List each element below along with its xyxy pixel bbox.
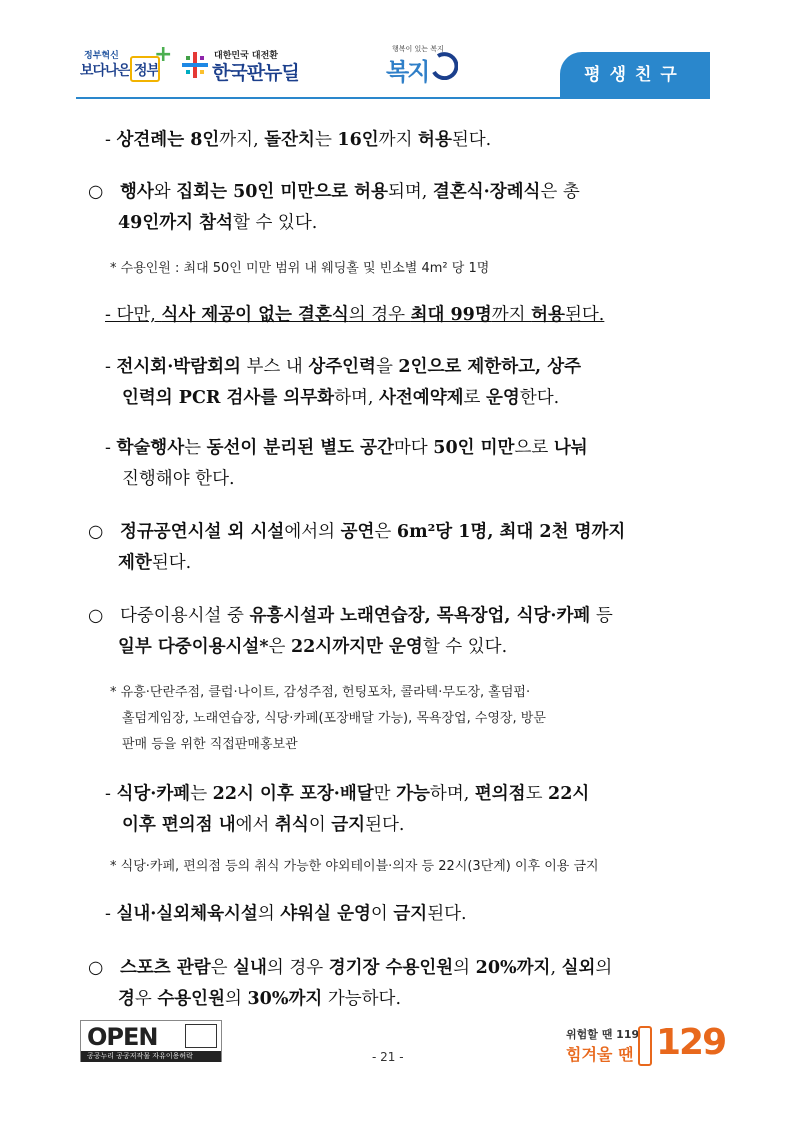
license-strip: 공공누리 공공저작물 자유이용허락 [81,1051,221,1062]
text-line: - 실내·실외체육시설의 샤워실 운영이 금지된다. [105,904,467,924]
footnote: * 수용인원 : 최대 50인 미만 범위 내 웨딩홀 및 빈소별 4m² 당 1명 [110,261,490,276]
footnote: * 유흥·단란주점, 클럽·나이트, 감성주점, 헌팅포차, 콜라텍·무도장, 홀덤펍· [110,685,531,700]
text-line: 경우 수용인원의 30%까지 가능하다. [118,989,402,1009]
footnote: 판매 등을 위한 직접판매홍보관 [122,737,298,752]
hotline-119-text: 위험할 땐 119 [566,1028,640,1041]
text-line: 49인까지 참석할 수 있다. [118,213,318,233]
welfare-arc-icon [428,50,458,80]
gov-innovation-logo [76,42,173,86]
text-line: 이후 편의점 내에서 취식이 금지된다. [122,815,405,835]
lifelong-friend-tag: 평생친구 [560,52,710,98]
text-line: 인력의 PCR 검사를 의무화하며, 사전예약제로 운영한다. [122,388,560,408]
logo1-small-text: 정부혁신 [84,51,119,61]
text-line: ○ 행사와 집회는 50인 미만으로 허용되며, 결혼식·장례식은 총 [88,182,580,202]
text-line: 제한된다. [118,553,192,573]
text-line: ○ 정규공연시설 외 시설에서의 공연은 6m²당 1명, 최대 2천 명까지 [88,522,626,542]
logo3-small-text: 행복이 있는 복지 [392,45,444,53]
logo3-big-text: 복지 [386,58,429,86]
footnote: * 식당·카페, 편의점 등의 취식 가능한 야외테이블·의자 등 22시(3단계) 이후 이용 금지 [110,859,599,874]
plus-icon: + [154,42,173,67]
page-number: - 21 - [372,1050,404,1064]
page-header [0,0,793,105]
footnote: 홀덤게임장, 노래연습장, 식당·카페(포장배달 가능), 목욕장업, 수영장, 방문 [122,711,546,726]
logo2-small-text: 대한민국 대전환 [214,51,278,61]
hotline-number: 129 [656,1022,726,1063]
text-line: ○ 다중이용시설 중 유흥시설과 노래연습장, 목욕장업, 식당·카페 등 [88,606,613,626]
welfare-logo [384,44,474,84]
new-deal-mark-icon [180,50,210,80]
korean-new-deal-logo [180,48,320,84]
text-line: - 다만, 식사 제공이 없는 결혼식의 경우 최대 99명까지 허용된다. [105,305,605,325]
text-line: - 전시회·박람회의 부스 내 상주인력을 2인으로 제한하고, 상주 [105,357,582,377]
text-line: - 학술행사는 동선이 분리된 별도 공간마다 50인 미만으로 나눠 [105,438,588,458]
text-line: 일부 다중이용시설*은 22시까지만 운영할 수 있다. [118,637,508,657]
hotline-hard-text: 힘겨울 땐 [566,1045,634,1064]
open-license-badge [80,1020,222,1062]
text-line: - 식당·카페는 22시 이후 포장·배달만 가능하며, 편의점도 22시 [105,784,590,804]
header-divider [76,97,710,99]
logo1-big-text: 보다나은 정부 [80,63,160,79]
phone-icon [638,1026,652,1066]
text-line: ○ 스포츠 관람은 실내의 경우 경기장 수용인원의 20%까지, 실외의 [88,958,613,978]
attribution-icon [185,1024,217,1048]
logo2-big-text: 한국판뉴딜 [212,62,299,84]
text-line: - 상견례는 8인까지, 돌잔치는 16인까지 허용된다. [105,130,492,150]
hotline-logo [566,1022,726,1068]
text-line: 진행해야 한다. [122,469,235,489]
open-text: OPEN [87,1023,158,1051]
